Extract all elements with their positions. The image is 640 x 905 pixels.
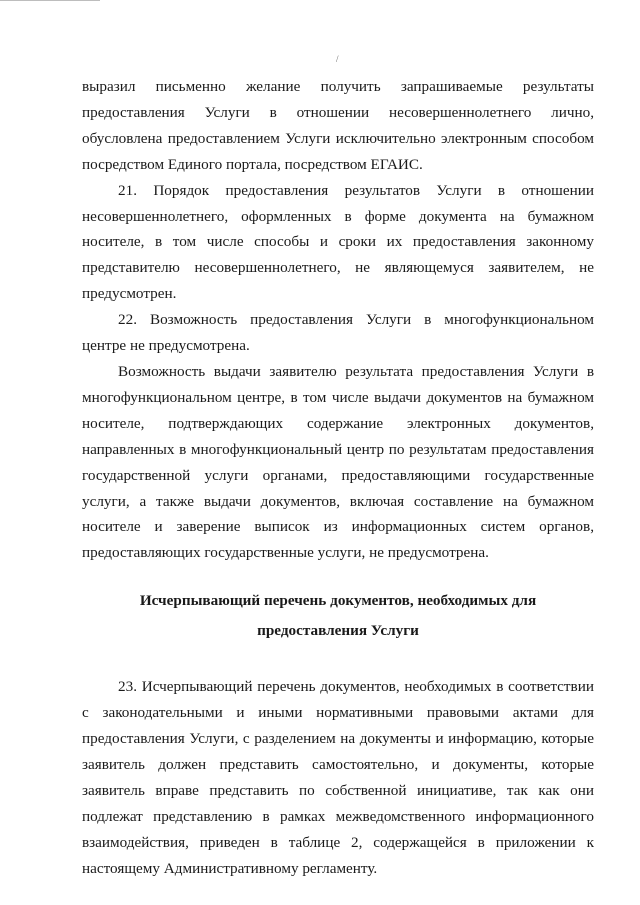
section-heading-line-2: предоставления Услуги <box>257 622 419 640</box>
paragraph-22-detail: Возможность выдачи заявителю результата предоставления Услуги в многофункциональном центре, в том числе выдачи документов на бумажном носителе, подтверждающих содержание электронных документов, направленных в многофункциональный центр по результатам предоставления государственной услуги органами, предоставляющими государственные услуги, а также выдачи документов, включая составление на бумажном носителе и заверение выписок из информационных систем органов, предоставляющих государственные услуги, не предусмотрена. <box>82 362 594 562</box>
section-heading-line-1: Исчерпывающий перечень документов, необходимых для <box>139 592 537 610</box>
paragraph-22: 22. Возможность предоставления Услуги в многофункциональном центре не предусмотрена. <box>82 311 594 355</box>
paragraph-continuation: выразил письменно желание получить запрашиваемые результаты предоставления Услуги в отношении несовершеннолетнего лично, обусловлена предоставлением Услуги исключительно электронным способом посредством Единого портала, посредством ЕГАИС. <box>82 78 594 173</box>
paragraph-21: 21. Порядок предоставления результатов Услуги в отношении несовершеннолетнего, оформленных в форме документа на бумажном носителе, в том числе способы и сроки их предоставления законному представителю несовершеннолетнего, не являющемуся заявителем, не предусмотрен. <box>82 181 594 303</box>
document-body <box>82 74 594 881</box>
corner-mark: / <box>336 54 339 64</box>
section-heading <box>82 586 594 646</box>
paragraph-23: 23. Исчерпывающий перечень документов, необходимых в соответствии с законодательными и иными нормативными правовыми актами для предоставления Услуги, с разделением на документы и информацию, которые заявитель должен представить самостоятельно, и документы, которые заявитель вправе представить по собственной инициативе, так как они подлежат представлению в рамках межведомственного информационного взаимодействия, приведен в таблице 2, содержащейся в приложении к настоящему Административному регламенту. <box>82 678 594 877</box>
scan-edge-line <box>0 0 100 1</box>
